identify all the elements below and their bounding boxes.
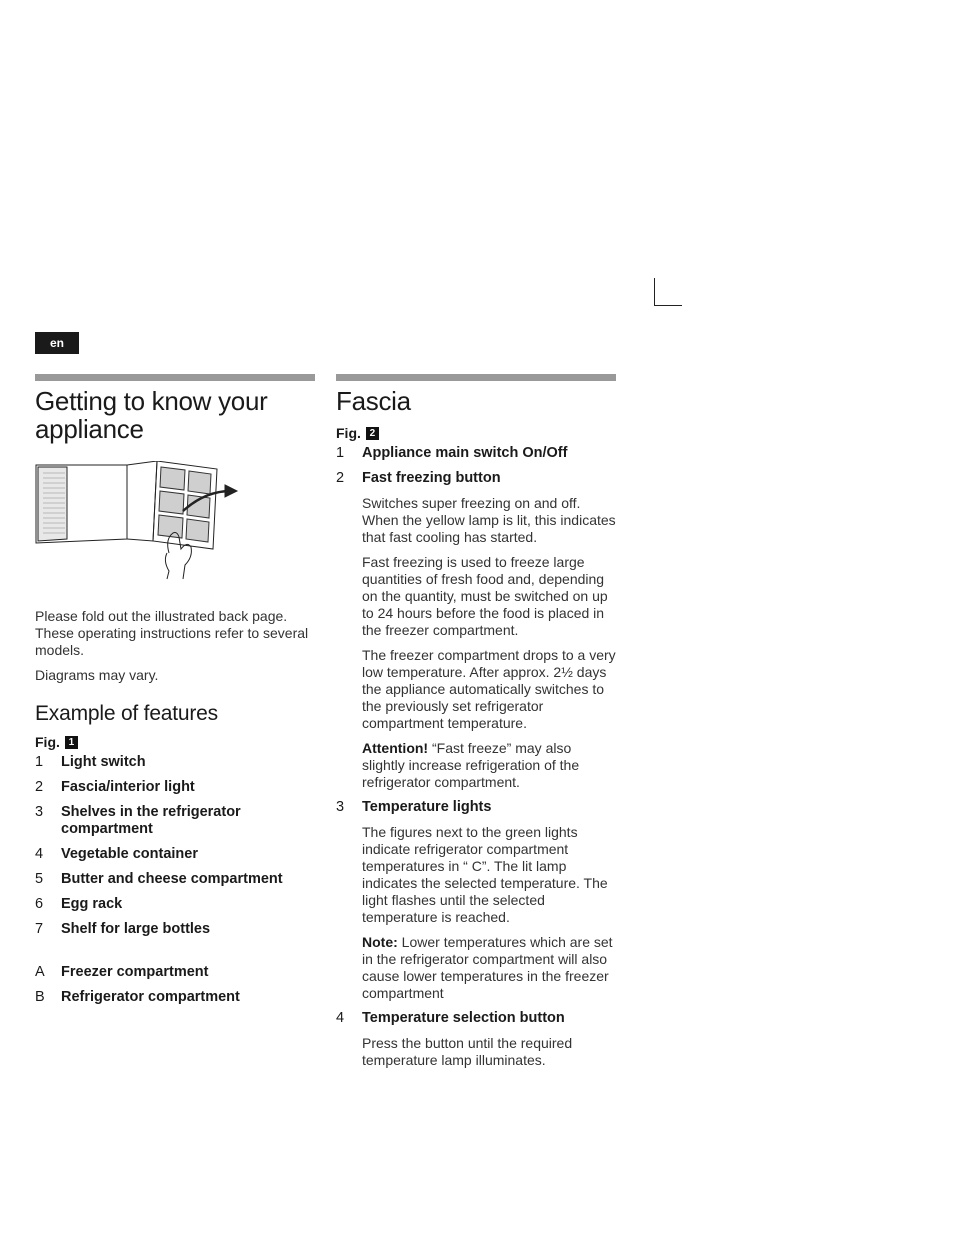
right-column xyxy=(336,374,616,1077)
description-text: Press the button until the required temperature lamp illuminates. xyxy=(362,1035,573,1068)
description-text: The figures next to the green lights indicate refrigerator compartment temperatures in “ C”. The lit lamp indicates the selected temperature. The light flashes until the selected temperature is reached. xyxy=(362,824,608,925)
left-column xyxy=(35,374,315,1014)
figure-reference xyxy=(336,425,616,441)
section-title: Fascia xyxy=(336,386,411,416)
list-item: 1 Appliance main switch On/Off xyxy=(336,445,568,461)
fig-number-badge: 1 xyxy=(65,736,78,749)
description-text: Switches super freezing on and off. When the yellow lamp is lit, this indicates that fast cooling has started. xyxy=(362,495,616,545)
section-rule xyxy=(336,374,616,381)
list-item: 3 Temperature lights xyxy=(336,799,492,815)
list-item: B Refrigerator compartment xyxy=(35,989,240,1005)
foldout-illustration xyxy=(35,461,245,581)
section-rule xyxy=(35,374,315,381)
attention-text: Attention! “Fast freeze” may also slightly increase refrigeration of the refrigerator compartment. xyxy=(362,740,580,790)
intro-text: Please fold out the illustrated back page. These operating instructions refer to several models. xyxy=(35,608,309,658)
list-item: 7 Shelf for large bottles xyxy=(35,921,211,937)
list-item: A Freezer compartment xyxy=(35,964,209,980)
list-item: 2 Fast freezing button xyxy=(336,470,501,486)
language-tab: en xyxy=(35,332,79,354)
list-item: 4 Vegetable container xyxy=(35,846,198,862)
list-item: 4 Temperature selection button xyxy=(336,1010,565,1026)
fig-label: Fig. xyxy=(35,734,60,750)
crop-mark xyxy=(654,278,682,306)
list-item: 6 Egg rack xyxy=(35,896,123,912)
figure-reference xyxy=(35,734,315,750)
list-item: 2 Fascia/interior light xyxy=(35,779,195,795)
page-title: Getting to know your appliance xyxy=(35,386,268,444)
features-heading: Example of features xyxy=(35,702,218,725)
description-text: Fast freezing is used to freeze large quantities of fresh food and, depending on the quantity, must be switched on up to 24 hours before the food is placed in the freezer compartment. xyxy=(362,554,608,638)
fig-label: Fig. xyxy=(336,425,361,441)
description-text: The freezer compartment drops to a very low temperature. After approx. 2½ days the appliance automatically switches to the previously set refrigerator compartment temperature. xyxy=(362,647,616,731)
list-item: 5 Butter and cheese compartment xyxy=(35,871,283,887)
list-item: 3 Shelves in the refrigerator compartment xyxy=(35,804,241,837)
note-text: Note: Lower temperatures which are set in the refrigerator compartment will also cause lower temperatures in the freezer compartment xyxy=(362,934,613,1001)
list-item: 1 Light switch xyxy=(35,754,146,770)
diagram-note: Diagrams may vary. xyxy=(35,667,159,683)
fig-number-badge: 2 xyxy=(366,427,379,440)
features-list xyxy=(35,754,315,1006)
